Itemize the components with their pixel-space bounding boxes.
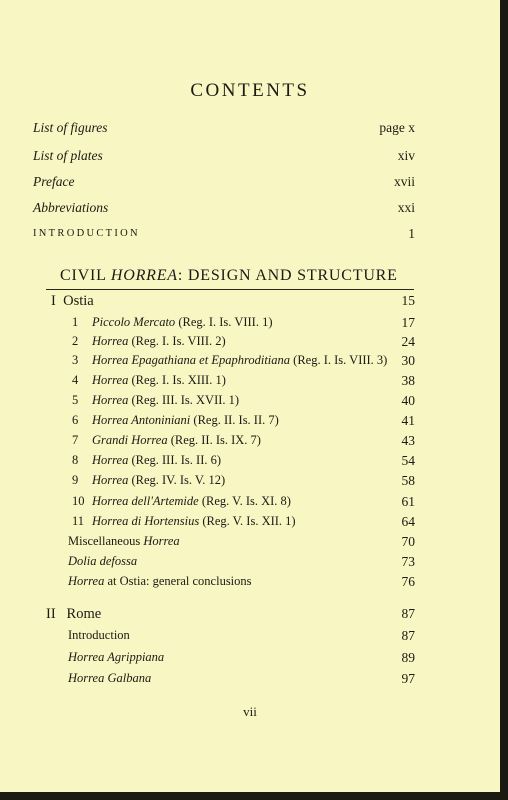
page-number: vii bbox=[243, 704, 257, 719]
toc-subentry: Dolia defossa bbox=[68, 554, 138, 568]
toc-entry-page: 54 bbox=[401, 453, 415, 468]
toc-entry: 10 Horrea dell'Artemide (Reg. V. Is. XI. 8) bbox=[72, 494, 291, 508]
chapter-page-ostia: 15 bbox=[401, 293, 415, 308]
toc-label-preface: Preface bbox=[33, 174, 75, 189]
toc-entry-page: 41 bbox=[401, 413, 415, 428]
toc-page-figures: page x bbox=[379, 120, 415, 135]
toc-entry: 6 Horrea Antoniniani (Reg. II. Is. II. 7) bbox=[72, 413, 279, 427]
toc-entry-page: 24 bbox=[401, 334, 415, 349]
toc-subentry: Introduction bbox=[68, 628, 130, 642]
toc-entry-page: 61 bbox=[401, 494, 415, 509]
toc-entry-page: 30 bbox=[401, 353, 415, 368]
toc-entry: 8 Horrea (Reg. III. Is. II. 6) bbox=[72, 453, 222, 467]
toc-entry: 3 Horrea Epagathiana et Epaphroditiana (Reg. I. Is. VIII. 3) bbox=[72, 353, 388, 367]
toc-subentry: Horrea Galbana bbox=[68, 671, 152, 685]
toc-page-preface: xvii bbox=[393, 174, 415, 189]
toc-page-plates: xiv bbox=[397, 148, 415, 163]
toc-entry-page: 17 bbox=[401, 315, 415, 330]
toc-entry: 9 Horrea (Reg. IV. Is. V. 12) bbox=[72, 473, 226, 487]
heading-rule bbox=[46, 289, 414, 290]
chapter-page-rome: 87 bbox=[401, 606, 415, 621]
chapter-heading-ostia: I Ostia bbox=[51, 293, 94, 309]
toc-entry: 2 Horrea (Reg. I. Is. VIII. 2) bbox=[72, 334, 226, 348]
toc-entry-page: 43 bbox=[401, 433, 415, 448]
page-title: CONTENTS bbox=[190, 80, 310, 101]
chapter-heading-rome: II Rome bbox=[46, 606, 102, 622]
toc-page-introduction: 1 bbox=[408, 226, 415, 241]
toc-subentry-page: 89 bbox=[401, 650, 415, 665]
toc-entry-page: 64 bbox=[401, 514, 415, 529]
toc-entry: 5 Horrea (Reg. III. Is. XVII. 1) bbox=[72, 393, 240, 407]
toc-entry-page: 58 bbox=[401, 473, 415, 488]
toc-subentry: Horrea Agrippiana bbox=[68, 650, 165, 664]
toc-page-abbreviations: xxi bbox=[397, 200, 415, 215]
toc-entry: 11 Horrea di Hortensius (Reg. V. Is. XII. 1) bbox=[72, 514, 296, 528]
toc-entry: 4 Horrea (Reg. I. Is. XIII. 1) bbox=[72, 373, 226, 387]
toc-subentry: Miscellaneous Horrea bbox=[68, 534, 180, 548]
toc-entry-page: 40 bbox=[401, 393, 415, 408]
toc-entry-page: 38 bbox=[401, 373, 415, 388]
toc-label-abbreviations: Abbreviations bbox=[33, 200, 109, 215]
toc-subentry: Horrea at Ostia: general conclusions bbox=[68, 574, 252, 588]
toc-subentry-page: 73 bbox=[401, 554, 415, 569]
toc-label-figures: List of figures bbox=[33, 120, 108, 135]
toc-label-plates: List of plates bbox=[33, 148, 103, 163]
part-heading: CIVIL HORREA: DESIGN AND STRUCTURE bbox=[60, 267, 398, 284]
toc-subentry-page: 76 bbox=[401, 574, 415, 589]
toc-entry: 7 Grandi Horrea (Reg. II. Is. IX. 7) bbox=[72, 433, 261, 447]
toc-label-introduction: INTRODUCTION bbox=[33, 228, 140, 239]
toc-entry: 1 Piccolo Mercato (Reg. I. Is. VIII. 1) bbox=[72, 315, 273, 329]
toc-subentry-page: 70 bbox=[401, 534, 415, 549]
toc-subentry-page: 87 bbox=[401, 628, 415, 643]
toc-subentry-page: 97 bbox=[401, 671, 415, 686]
